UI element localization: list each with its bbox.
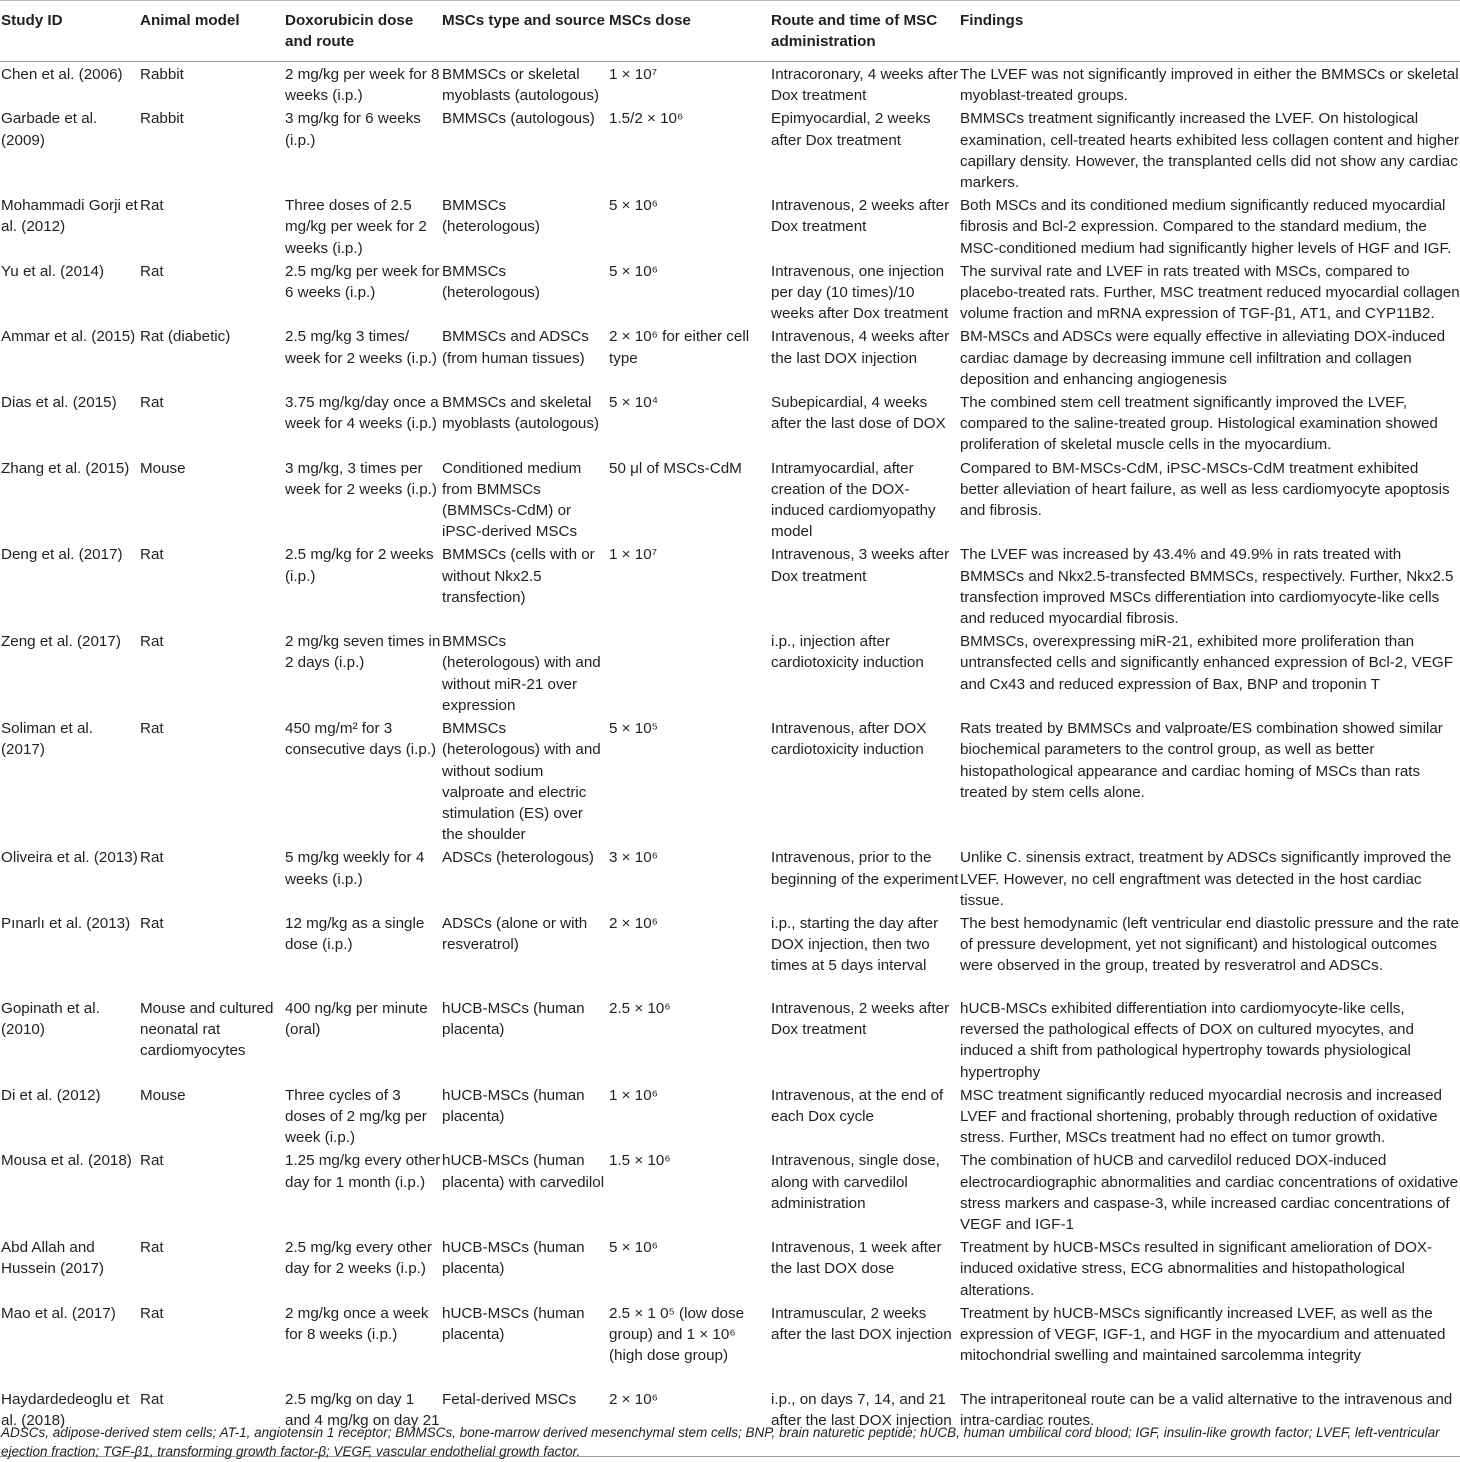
animal-model-cell: Rabbit: [140, 66, 184, 83]
msc-dose-cell: 50 μl of MSCs-CdM: [609, 459, 742, 477]
msc-dose-cell: 5 × 10⁵: [609, 720, 658, 738]
study-id-cell: Dias et al. (2015): [1, 394, 117, 412]
table-row: [0, 542, 1460, 629]
study-id-cell: Pınarlı et al. (2013): [1, 914, 131, 932]
msc-type-cell: hUCB-MSCs (human placenta) with carvedilol: [442, 1152, 605, 1191]
study-id-cell: Mao et al. (2017): [1, 1304, 116, 1322]
route-time-cell: Intravenous, after DOX cardiotoxicity induction: [771, 720, 927, 759]
msc-type-cell: hUCB-MSCs (human placenta): [442, 1239, 585, 1278]
route-time-cell: Intravenous, 1 week after the last DOX dose: [771, 1239, 942, 1278]
animal-model-cell: Rat: [140, 1304, 164, 1322]
study-id-cell: Soliman et al. (2017): [1, 720, 94, 759]
table-row: [0, 716, 1460, 845]
msc-dose-cell: 2 × 10⁶: [609, 914, 658, 932]
table-row: [0, 62, 1460, 107]
route-time-cell: Intravenous, 2 weeks after Dox treatment: [771, 197, 950, 236]
study-id-cell: Gopinath et al. (2010): [1, 999, 100, 1039]
route-time-cell: i.p., on days 7, 14, and 21 after the last DOX injection: [771, 1390, 952, 1429]
animal-model-cell: Rat: [140, 546, 164, 564]
study-id-cell: Zeng et al. (2017): [1, 633, 121, 651]
doxorubicin-dose-cell: 2 mg/kg per week for 8 weeks (i.p.): [285, 66, 440, 105]
header-row: [0, 1, 1460, 62]
doxorubicin-dose-cell: 2.5 mg/kg on day 1 and 4 mg/kg on day 21: [285, 1390, 440, 1429]
table-body: [0, 62, 1460, 1457]
msc-type-cell: BMMSCs (autologous): [442, 110, 595, 128]
header-study-id: Study ID: [0, 1, 139, 62]
msc-type-cell: ADSCs (alone or with resveratrol): [442, 914, 588, 954]
findings-cell: BMMSCs treatment significantly increased the LVEF. On histological examination, cell-treated hearts exhibited less collagen content and higher capillary density. However, the transplanted cells did not show any cardiac markers.: [960, 110, 1459, 192]
findings-cell: The survival rate and LVEF in rats treated with MSCs, compared to placebo-treated rats. Further, MSC treatment reduced myocardial collagen volume fraction and mRNA expression of TGF-β1, AT1, and CYP11B2.: [960, 262, 1460, 323]
table-row: [0, 1148, 1460, 1235]
findings-cell: Both MSCs and its conditioned medium significantly reduced myocardial fibrosis and Bcl-2 expression. Compared to the standard medium, the MSC-conditioned medium had significantly higher levels of HGF and IGF.: [960, 197, 1452, 257]
msc-dose-cell: 5 × 10⁶: [609, 1239, 658, 1257]
msc-dose-cell: 1 × 10⁷: [609, 66, 658, 83]
route-time-cell: Epimyocardial, 2 weeks after Dox treatment: [771, 110, 931, 149]
route-time-cell: Intravenous, prior to the beginning of the experiment: [771, 849, 959, 888]
route-time-cell: Intravenous, 3 weeks after Dox treatment: [771, 546, 950, 585]
route-time-cell: Intravenous, one injection per day (10 times)/10 weeks after Dox treatment: [771, 262, 949, 323]
msc-type-cell: BMMSCs and skeletal myoblasts (autologous): [442, 394, 600, 433]
table-row: [0, 456, 1460, 543]
table-row: [0, 1083, 1460, 1149]
findings-cell: The LVEF was increased by 43.4% and 49.9% in rats treated with BMMSCs and Nkx2.5-transfected BMMSCs, respectively. Further, Nkx2.5 transfection improved MSCs differentiation into cardiomyocyte-like cells and reduced myocardial fibrosis.: [960, 546, 1454, 628]
table-row: [0, 324, 1460, 390]
header-msc-type: MSCs type and source: [441, 1, 608, 62]
msc-dose-cell: 5 × 10⁴: [609, 394, 659, 412]
table-row: [0, 259, 1460, 325]
findings-cell: The intraperitoneal route can be a valid alternative to the intravenous and intra-cardiac routes.: [960, 1390, 1453, 1429]
msc-dose-cell: 2 × 10⁶ for either cell type: [609, 328, 750, 367]
msc-type-cell: ADSCs (heterologous): [442, 849, 594, 867]
msc-dose-cell: 2.5 × 1 0⁵ (low dose group) and 1 × 10⁶ (high dose group): [609, 1304, 745, 1365]
doxorubicin-dose-cell: 2.5 mg/kg every other day for 2 weeks (i.p.): [285, 1239, 432, 1278]
animal-model-cell: Rat: [140, 1152, 164, 1170]
msc-dose-cell: 5 × 10⁶: [609, 197, 658, 215]
animal-model-cell: Rabbit: [140, 110, 184, 128]
findings-cell: Treatment by hUCB-MSCs resulted in significant amelioration of DOX-induced oxidative stress, ECG abnormalities and histopathological alterations.: [960, 1239, 1433, 1299]
doxorubicin-dose-cell: 2.5 mg/kg for 2 weeks (i.p.): [285, 546, 434, 585]
animal-model-cell: Mouse and cultured neonatal rat cardiomyocytes: [140, 999, 274, 1060]
findings-cell: The LVEF was not significantly improved in either the BMMSCs or skeletal myoblast-treated groups.: [960, 66, 1459, 105]
route-time-cell: Intravenous, 4 weeks after the last DOX injection: [771, 328, 950, 367]
msc-type-cell: BMMSCs or skeletal myoblasts (autologous): [442, 66, 600, 105]
study-id-cell: Garbade et al. (2009): [1, 110, 98, 149]
table-header: [0, 1, 1460, 62]
msc-type-cell: Fetal-derived MSCs: [442, 1390, 577, 1408]
findings-cell: The best hemodynamic (left ventricular end diastolic pressure and the rate of pressure development, yet not significant) and histological outcomes were observed in the group, treated by resveratrol and ADSCs.: [960, 914, 1459, 975]
msc-type-cell: hUCB-MSCs (human placenta): [442, 1304, 585, 1343]
msc-type-cell: hUCB-MSCs (human placenta): [442, 1086, 585, 1125]
findings-cell: Compared to BM-MSCs-CdM, iPSC-MSCs-CdM treatment exhibited better alleviation of heart failure, as well as less cardiomyocyte apoptosis and fibrosis.: [960, 459, 1450, 520]
doxorubicin-dose-cell: Three doses of 2.5 mg/kg per week for 2 weeks (i.p.): [285, 197, 427, 257]
study-id-cell: Mohammadi Gorji et al. (2012): [1, 197, 138, 236]
header-animal-model: Animal model: [139, 1, 284, 62]
msc-dose-cell: 1 × 10⁶: [609, 1086, 658, 1104]
doxorubicin-dose-cell: 3 mg/kg for 6 weeks (i.p.): [285, 110, 421, 149]
msc-type-cell: BMMSCs (heterologous) with and without miR-21 over expression: [442, 633, 601, 714]
animal-model-cell: Mouse: [140, 459, 186, 477]
table-row: [0, 629, 1460, 716]
msc-dose-cell: 5 × 10⁶: [609, 262, 658, 280]
msc-type-cell: hUCB-MSCs (human placenta): [442, 999, 585, 1039]
study-id-cell: Oliveira et al. (2013): [1, 849, 138, 867]
findings-cell: Treatment by hUCB-MSCs significantly increased LVEF, as well as the expression of VEGF, IGF-1, and HGF in the myocardium and attenuated mitochondrial swelling and maintained sarcolemma integrity: [960, 1304, 1446, 1365]
study-id-cell: Chen et al. (2006): [1, 66, 123, 83]
table-row: [0, 106, 1460, 193]
msc-dose-cell: 2.5 × 10⁶: [609, 999, 671, 1017]
route-time-cell: Intramyocardial, after creation of the DOX-induced cardiomyopathy model: [771, 459, 936, 541]
doxorubicin-dose-cell: 2.5 mg/kg per week for 6 weeks (i.p.): [285, 262, 440, 302]
study-id-cell: Mousa et al. (2018): [1, 1152, 132, 1170]
header-route-time: Route and time of MSC administration: [770, 1, 959, 62]
table-row: [0, 911, 1460, 996]
findings-cell: BMMSCs, overexpressing miR-21, exhibited more proliferation than untransfected cells and significantly enhanced expression of Bcl-2, VEGF and Cx43 and reduced expression of Bax, BNP and troponin T: [960, 633, 1454, 693]
findings-cell: The combined stem cell treatment significantly improved the LVEF, compared to the saline-treated group. Histological examination showed proliferation of skeletal muscle cells in the myocardium.: [960, 394, 1438, 454]
msc-type-cell: BMMSCs (heterologous) with and without sodium valproate and electric stimulation (ES) over the shoulder: [442, 720, 601, 844]
msc-type-cell: BMMSCs (heterologous): [442, 262, 540, 302]
msc-type-cell: BMMSCs (heterologous): [442, 197, 540, 236]
msc-type-cell: BMMSCs and ADSCs (from human tissues): [442, 328, 589, 367]
doxorubicin-dose-cell: Three cycles of 3 doses of 2 mg/kg per week (i.p.): [285, 1086, 427, 1147]
route-time-cell: Intravenous, 2 weeks after Dox treatment: [771, 999, 950, 1039]
table-row: [0, 845, 1460, 911]
study-id-cell: Yu et al. (2014): [1, 262, 105, 280]
findings-cell: Rats treated by BMMSCs and valproate/ES combination showed similar biochemical parameters to the control group, as well as better histopathological appearance and cardiac homing of MSCs than rats treated by stem cells alone.: [960, 720, 1443, 801]
animal-model-cell: Rat: [140, 1390, 164, 1408]
doxorubicin-dose-cell: 3 mg/kg, 3 times per week for 2 weeks (i.p.): [285, 459, 437, 498]
doxorubicin-dose-cell: 12 mg/kg as a single dose (i.p.): [285, 914, 425, 954]
doxorubicin-dose-cell: 450 mg/m² for 3 consecutive days (i.p.): [285, 720, 437, 759]
table-row: [0, 1235, 1460, 1301]
doxorubicin-dose-cell: 2 mg/kg seven times in 2 days (i.p.): [285, 633, 441, 672]
header-msc-dose: MSCs dose: [608, 1, 770, 62]
footnote-text: ADSCs, adipose-derived stem cells; AT-1, angiotensin 1 receptor; BMMSCs, bone-marrow derived mesenchymal stem cells; BNP, brain naturetic peptide; hUCB, human umbilical cord blood; IGF, insulin-like growth factor; LVEF, left-ventricular ejection fraction; TGF-β1, transforming growth factor-β; VEGF, vascular endothelial growth factor.: [1, 1425, 1440, 1459]
findings-cell: BM-MSCs and ADSCs were equally effective in alleviating DOX-induced cardiac damage by decreasing immune cell infiltration and collagen deposition and enhancing angiogenesis: [960, 328, 1446, 388]
route-time-cell: Intravenous, at the end of each Dox cycle: [771, 1086, 944, 1125]
msc-dose-cell: 1 × 10⁷: [609, 546, 658, 564]
table-row: [0, 390, 1460, 456]
animal-model-cell: Mouse: [140, 1086, 186, 1104]
msc-type-cell: BMMSCs (cells with or without Nkx2.5 transfection): [442, 546, 595, 606]
study-id-cell: Haydardedeoglu et al. (2018): [1, 1390, 130, 1429]
animal-model-cell: Rat: [140, 633, 164, 651]
route-time-cell: Intramuscular, 2 weeks after the last DOX injection: [771, 1304, 952, 1343]
animal-model-cell: Rat: [140, 394, 164, 412]
doxorubicin-dose-cell: 1.25 mg/kg every other day for 1 month (i.p.): [285, 1152, 441, 1191]
table-row: [0, 1301, 1460, 1387]
doxorubicin-dose-cell: 2 mg/kg once a week for 8 weeks (i.p.): [285, 1304, 429, 1343]
animal-model-cell: Rat: [140, 262, 164, 280]
animal-model-cell: Rat: [140, 197, 164, 215]
route-time-cell: Intracoronary, 4 weeks after Dox treatment: [771, 66, 959, 105]
header-findings: Findings: [959, 1, 1460, 62]
study-id-cell: Ammar et al. (2015): [1, 328, 136, 346]
study-id-cell: Abd Allah and Hussein (2017): [1, 1239, 104, 1278]
animal-model-cell: Rat: [140, 914, 164, 932]
header-doxorubicin-dose: Doxorubicin dose and route: [284, 1, 441, 62]
route-time-cell: i.p., injection after cardiotoxicity induction: [771, 633, 924, 672]
msc-dose-cell: 1.5/2 × 10⁶: [609, 110, 684, 128]
study-id-cell: Zhang et al. (2015): [1, 459, 130, 477]
findings-cell: MSC treatment significantly reduced myocardial necrosis and increased LVEF and fractional shortening, probably through reduction of oxidative stress. Further, MSCs treatment had no effect on tumor growth.: [960, 1086, 1443, 1147]
doxorubicin-dose-cell: 3.75 mg/kg/day once a week for 4 weeks (i.p.): [285, 394, 439, 433]
route-time-cell: Intravenous, single dose, along with carvedilol administration: [771, 1152, 940, 1212]
findings-cell: The combination of hUCB and carvedilol reduced DOX-induced electrocardiographic abnormalities and cardiac concentrations of oxidative stress markers and caspase-3, while increased cardiac concentrations of VEGF and IGF-1: [960, 1152, 1459, 1233]
findings-cell: hUCB-MSCs exhibited differentiation into cardiomyocyte-like cells, reversed the pathological effects of DOX on cultured myocytes, and induced a shift from pathological hypertrophy towards physiological hypertrophy: [960, 999, 1414, 1081]
table-row: [0, 996, 1460, 1083]
table-footnote: [1, 1423, 1457, 1461]
animal-model-cell: Rat: [140, 849, 164, 867]
study-id-cell: Di et al. (2012): [1, 1086, 101, 1104]
msc-dose-cell: 2 × 10⁶: [609, 1390, 658, 1408]
msc-type-cell: Conditioned medium from BMMSCs (BMMSCs-CdM) or iPSC-derived MSCs: [442, 459, 582, 541]
route-time-cell: i.p., starting the day after DOX injection, then two times at 5 days interval: [771, 914, 939, 975]
table-row: [0, 193, 1460, 259]
animal-model-cell: Rat (diabetic): [140, 328, 231, 346]
doxorubicin-dose-cell: 5 mg/kg weekly for 4 weeks (i.p.): [285, 849, 425, 888]
doxorubicin-dose-cell: 400 ng/kg per minute (oral): [285, 999, 428, 1039]
msc-dose-cell: 1.5 × 10⁶: [609, 1152, 671, 1170]
msc-dose-cell: 3 × 10⁶: [609, 849, 658, 867]
msc-dose-cell: [608, 629, 770, 716]
animal-model-cell: Rat: [140, 1239, 164, 1257]
doxorubicin-dose-cell: 2.5 mg/kg 3 times/ week for 2 weeks (i.p.): [285, 328, 437, 367]
findings-cell: Unlike C. sinensis extract, treatment by ADSCs significantly improved the LVEF. However, no cell engraftment was detected in the host cardiac tissue.: [960, 849, 1452, 909]
animal-model-cell: Rat: [140, 720, 164, 738]
study-id-cell: Deng et al. (2017): [1, 546, 123, 564]
route-time-cell: Subepicardial, 4 weeks after the last dose of DOX: [771, 394, 946, 433]
